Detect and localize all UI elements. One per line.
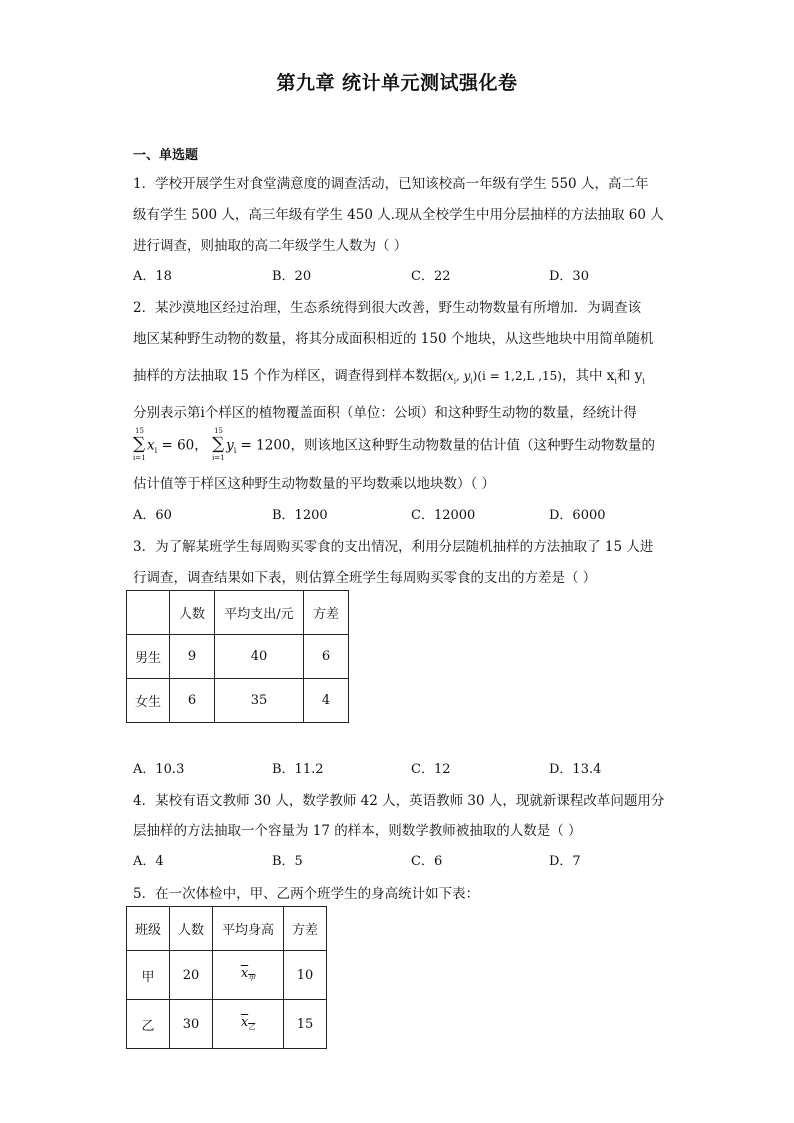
sum-1-upper: 15 — [135, 427, 144, 435]
sum-sign-2 — [212, 427, 226, 462]
sum-1-value: = 60， — [157, 437, 208, 454]
q2-data-mid: , y — [455, 369, 471, 383]
table-cell: 男生 — [127, 635, 170, 679]
q3-line-2: 行调查，调查结果如下表，则估算全班学生每周购买零食的支出的方差是（ ） — [133, 570, 597, 586]
sum-2-value: = 1200 — [236, 437, 291, 454]
mean-symbol: $x_乙$ — [240, 1015, 256, 1032]
table-cell: 方差 — [284, 907, 327, 951]
sum-sign-1 — [133, 427, 147, 462]
q5-table — [126, 906, 327, 1049]
table-cell: 平均支出/元 — [215, 591, 304, 635]
table-header-row — [127, 591, 349, 635]
q2-line-3-and: 和 y — [616, 368, 643, 384]
q3-option-b[interactable]: B．11.2 — [272, 762, 324, 777]
table-cell: 4 — [304, 679, 349, 723]
q3-options — [133, 758, 693, 778]
q1-option-b[interactable]: B．20 — [272, 269, 312, 284]
table-cell: 女生 — [127, 679, 170, 723]
q2-line-5-text: ，则该地区这种野生动物数量的估计值（这种野生动物数量的 — [290, 437, 656, 454]
table-cell — [213, 1000, 284, 1049]
q4-options — [133, 850, 693, 870]
q2-line-3 — [133, 364, 645, 386]
q3-line-1: 3．为了解某班学生每周购买零食的支出情况，利用分层随机抽样的方法抽取了 15 人进 — [133, 539, 654, 555]
mean-symbol: $x_甲$ — [240, 966, 256, 983]
table-cell: 10 — [284, 951, 327, 1000]
table-row — [127, 635, 349, 679]
q2-line-4: 分别表示第i个样区的植物覆盖面积（单位：公顷）和这种野生动物的数量，经统计得 — [133, 405, 637, 421]
q4-line-2: 层抽样的方法抽取一个容量为 17 的样本，则数学教师被抽取的人数是（ ） — [133, 823, 582, 839]
q4-option-d[interactable]: D．7 — [549, 854, 581, 869]
q4-option-a[interactable]: A．4 — [133, 854, 164, 869]
q3-option-d[interactable]: D．13.4 — [549, 762, 602, 777]
table-cell — [127, 591, 170, 635]
table-cell: 平均身高 — [213, 907, 284, 951]
q1-line-2: 级有学生 500 人，高三年级有学生 450 人.现从全校学生中用分层抽样的方法抽取 60 人 — [133, 207, 664, 223]
q2-option-d[interactable]: D．6000 — [549, 508, 606, 523]
table-cell: 人数 — [170, 591, 215, 635]
table-cell: 6 — [304, 635, 349, 679]
q1-line-3: 进行调查，则抽取的高二年级学生人数为（ ） — [133, 238, 408, 254]
table-cell: 甲 — [127, 951, 170, 1000]
q2-xi-sub: i — [614, 376, 617, 386]
q1-option-d[interactable]: D．30 — [549, 269, 589, 284]
q5-line-1: 5．在一次体检中，甲、乙两个班学生的身高统计如下表： — [133, 886, 480, 902]
table-row — [127, 1000, 327, 1049]
table-cell: 6 — [170, 679, 215, 723]
sum-2-upper: 15 — [214, 427, 223, 435]
q2-data-range: )(i = 1,2,L ,15) — [472, 369, 562, 383]
q2-option-c[interactable]: C．12000 — [411, 508, 476, 523]
table-cell: 乙 — [127, 1000, 170, 1049]
q2-data-sub-2: i — [470, 377, 473, 386]
table-cell: 人数 — [170, 907, 213, 951]
q2-line-3-text: 抽样的方法抽取 15 个作为样区，调查得到样本数据 — [133, 368, 443, 384]
table-cell: 班级 — [127, 907, 170, 951]
sum-1-lower: i=1 — [133, 454, 146, 462]
q2-data-sub-1: i — [453, 377, 456, 386]
q1-option-c[interactable]: C．22 — [411, 269, 451, 284]
table-cell: 30 — [170, 1000, 213, 1049]
q2-line-5 — [133, 427, 656, 462]
sigma-icon: ∑ — [212, 434, 225, 454]
q1-option-a[interactable]: A．18 — [133, 269, 172, 284]
sum-2-sub: i — [233, 446, 237, 456]
table-cell: 35 — [215, 679, 304, 723]
q1-options — [133, 265, 693, 285]
table-cell: 15 — [284, 1000, 327, 1049]
q2-option-b[interactable]: B．1200 — [272, 508, 328, 523]
q2-line-1: 2．某沙漠地区经过治理，生态系统得到很大改善，野生动物数量有所增加．为调查该 — [133, 300, 642, 316]
page-title: 第九章 统计单元测试强化卷 — [276, 72, 518, 94]
table-cell: 9 — [170, 635, 215, 679]
q4-option-c[interactable]: C．6 — [411, 854, 443, 869]
q2-option-a[interactable]: A．60 — [133, 508, 172, 523]
sum-2-lower: i=1 — [212, 454, 225, 462]
sum-2-term: y — [226, 437, 234, 454]
q1-line-1: 1．学校开展学生对食堂满意度的调查活动，已知该校高一年级有学生 550 人，高二年 — [133, 176, 649, 192]
table-cell: 方差 — [304, 591, 349, 635]
table-header-row — [127, 907, 327, 951]
q3-table — [126, 590, 349, 723]
q2-yi-sub: i — [642, 376, 645, 386]
q2-data-open: (x — [442, 369, 454, 383]
q4-option-b[interactable]: B．5 — [272, 854, 303, 869]
sum-1-sub: i — [154, 446, 158, 456]
sigma-icon: ∑ — [133, 434, 146, 454]
q2-line-2: 地区某种野生动物的数量，将其分成面积相近的 150 个地块，从这些地块中用简单随机 — [133, 331, 654, 347]
table-cell: 20 — [170, 951, 213, 1000]
table-row — [127, 679, 349, 723]
table-row — [127, 951, 327, 1000]
q3-option-a[interactable]: A．10.3 — [133, 762, 185, 777]
q2-line-6: 估计值等于样区这种野生动物数量的平均数乘以地块数）（ ） — [133, 476, 496, 492]
q2-options — [133, 504, 693, 524]
q2-line-3-where: ，其中 x — [561, 368, 615, 384]
sum-1-term: x — [147, 437, 155, 454]
q4-line-1: 4．某校有语文教师 30 人，数学教师 42 人，英语教师 30 人，现就新课程改革问题用分 — [133, 793, 665, 809]
section-heading: 一、单选题 — [133, 148, 199, 163]
q3-option-c[interactable]: C．12 — [411, 762, 451, 777]
table-cell: 40 — [215, 635, 304, 679]
table-cell — [213, 951, 284, 1000]
